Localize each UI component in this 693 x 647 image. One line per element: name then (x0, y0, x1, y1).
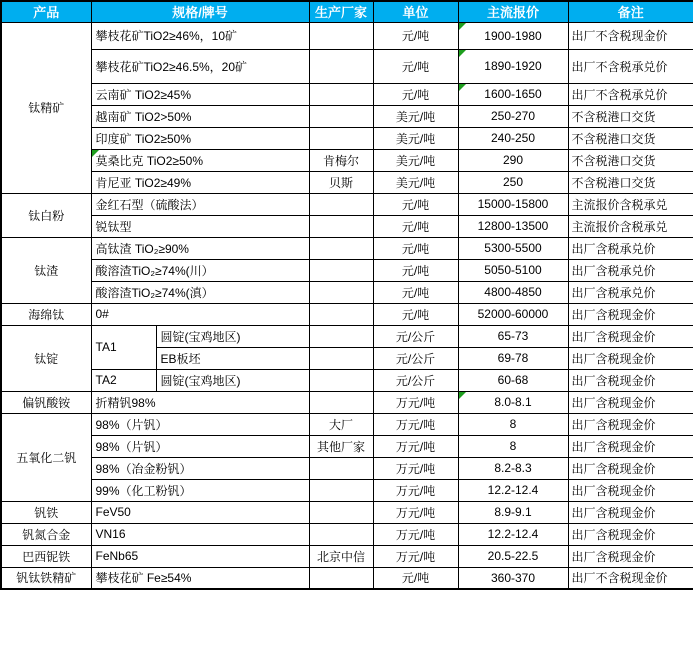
table-row (1, 413, 693, 435)
table-row (1, 523, 693, 545)
table-row (1, 281, 693, 303)
spec-cell: 攀枝花矿TiO2≥46%，10矿 (91, 22, 309, 49)
note-cell: 出厂不含税现金价 (568, 567, 693, 589)
unit-cell: 万元/吨 (373, 435, 458, 457)
table-row (1, 435, 693, 457)
product-cell: 钛锭 (1, 325, 91, 391)
maker-cell (309, 501, 373, 523)
table-row (1, 501, 693, 523)
note-cell: 出厂不含税承兑价 (568, 49, 693, 83)
price-cell: 15000-15800 (458, 193, 568, 215)
spec-cell: 莫桑比克 TiO2≥50% (91, 149, 309, 171)
table-row (1, 303, 693, 325)
table-row (1, 171, 693, 193)
spec-cell: VN16 (91, 523, 309, 545)
table-row (1, 193, 693, 215)
note-cell: 出厂含税承兑价 (568, 237, 693, 259)
note-cell: 出厂含税现金价 (568, 303, 693, 325)
table-row (1, 545, 693, 567)
spec-cell: 圆锭(宝鸡地区) (156, 325, 309, 347)
comment-marker-icon (459, 23, 466, 30)
spec-cell: 98%（片钒） (91, 435, 309, 457)
spec-cell: 酸溶渣TiO₂≥74%(川） (91, 259, 309, 281)
unit-cell: 万元/吨 (373, 501, 458, 523)
note-cell: 出厂含税承兑价 (568, 259, 693, 281)
maker-cell (309, 281, 373, 303)
price-cell: 20.5-22.5 (458, 545, 568, 567)
maker-cell (309, 259, 373, 281)
spec-cell: 肯尼亚 TiO2≥49% (91, 171, 309, 193)
unit-cell: 元/吨 (373, 259, 458, 281)
product-cell: 钛白粉 (1, 193, 91, 237)
comment-marker-icon (459, 50, 466, 57)
grade-cell: TA1 (91, 325, 156, 369)
column-header-product: 产品 (1, 1, 91, 22)
maker-cell (309, 127, 373, 149)
price-cell: 5300-5500 (458, 237, 568, 259)
column-header-unit: 单位 (373, 1, 458, 22)
price-cell: 52000-60000 (458, 303, 568, 325)
table-body (1, 22, 693, 589)
price-cell: 69-78 (458, 347, 568, 369)
price-cell: 8.0-8.1 (458, 391, 568, 413)
column-header-maker: 生产厂家 (309, 1, 373, 22)
note-cell: 出厂含税承兑价 (568, 281, 693, 303)
table-row (1, 49, 693, 83)
product-cell: 钛精矿 (1, 22, 91, 193)
unit-cell: 万元/吨 (373, 457, 458, 479)
price-cell: 4800-4850 (458, 281, 568, 303)
maker-cell (309, 347, 373, 369)
price-cell: 8.2-8.3 (458, 457, 568, 479)
unit-cell: 美元/吨 (373, 127, 458, 149)
price-cell: 12800-13500 (458, 215, 568, 237)
price-cell: 60-68 (458, 369, 568, 391)
unit-cell: 元/公斤 (373, 369, 458, 391)
spec-cell: 98%（片钒） (91, 413, 309, 435)
note-cell: 出厂含税现金价 (568, 347, 693, 369)
spec-cell: 印度矿 TiO2≥50% (91, 127, 309, 149)
maker-cell (309, 391, 373, 413)
grade-cell: TA2 (91, 369, 156, 391)
unit-cell: 元/吨 (373, 303, 458, 325)
table-row (1, 325, 693, 347)
note-cell: 出厂含税现金价 (568, 501, 693, 523)
column-header-price: 主流报价 (458, 1, 568, 22)
note-cell: 主流报价含税承兑 (568, 215, 693, 237)
maker-cell (309, 215, 373, 237)
maker-cell (309, 105, 373, 127)
spec-cell: 越南矿 TiO2>50% (91, 105, 309, 127)
note-cell: 出厂不含税承兑价 (568, 83, 693, 105)
table-header (1, 1, 693, 22)
note-cell: 出厂含税现金价 (568, 457, 693, 479)
spec-cell: 酸溶渣TiO₂≥74%(滇） (91, 281, 309, 303)
product-cell: 海绵钛 (1, 303, 91, 325)
maker-cell (309, 49, 373, 83)
table-row (1, 369, 693, 391)
note-cell: 不含税港口交货 (568, 149, 693, 171)
maker-cell (309, 303, 373, 325)
column-header-spec: 规格/牌号 (91, 1, 309, 22)
table-row (1, 105, 693, 127)
unit-cell: 元/吨 (373, 22, 458, 49)
table-row (1, 567, 693, 589)
unit-cell: 元/吨 (373, 83, 458, 105)
maker-cell (309, 567, 373, 589)
maker-cell (309, 237, 373, 259)
maker-cell (309, 193, 373, 215)
maker-cell (309, 22, 373, 49)
unit-cell: 美元/吨 (373, 171, 458, 193)
maker-cell: 大厂 (309, 413, 373, 435)
spec-cell: 高钛渣 TiO₂≥90% (91, 237, 309, 259)
price-cell: 8.9-9.1 (458, 501, 568, 523)
price-cell: 250 (458, 171, 568, 193)
spec-cell: 攀枝花矿 Fe≥54% (91, 567, 309, 589)
table-row (1, 215, 693, 237)
note-cell: 不含税港口交货 (568, 171, 693, 193)
maker-cell: 其他厂家 (309, 435, 373, 457)
unit-cell: 元/吨 (373, 237, 458, 259)
unit-cell: 万元/吨 (373, 413, 458, 435)
table-row (1, 479, 693, 501)
note-cell: 出厂含税现金价 (568, 479, 693, 501)
price-cell: 240-250 (458, 127, 568, 149)
maker-cell (309, 369, 373, 391)
price-cell: 8 (458, 435, 568, 457)
spec-cell: EB板坯 (156, 347, 309, 369)
unit-cell: 元/公斤 (373, 347, 458, 369)
price-cell: 1890-1920 (458, 49, 568, 83)
spec-cell: 锐钛型 (91, 215, 309, 237)
unit-cell: 元/吨 (373, 281, 458, 303)
maker-cell (309, 523, 373, 545)
unit-cell: 元/吨 (373, 215, 458, 237)
price-cell: 290 (458, 149, 568, 171)
table-row (1, 237, 693, 259)
price-cell: 8 (458, 413, 568, 435)
product-cell: 偏钒酸铵 (1, 391, 91, 413)
note-cell: 出厂含税现金价 (568, 391, 693, 413)
column-header-note: 备注 (568, 1, 693, 22)
comment-marker-icon (459, 84, 466, 91)
header-row (1, 1, 693, 22)
note-cell: 不含税港口交货 (568, 105, 693, 127)
maker-cell (309, 479, 373, 501)
price-cell: 1600-1650 (458, 83, 568, 105)
note-cell: 出厂含税现金价 (568, 545, 693, 567)
unit-cell: 万元/吨 (373, 523, 458, 545)
table-row (1, 457, 693, 479)
product-cell: 巴西铌铁 (1, 545, 91, 567)
note-cell: 出厂含税现金价 (568, 523, 693, 545)
unit-cell: 元/吨 (373, 49, 458, 83)
product-cell: 钒钛铁精矿 (1, 567, 91, 589)
unit-cell: 万元/吨 (373, 479, 458, 501)
note-cell: 出厂含税现金价 (568, 435, 693, 457)
unit-cell: 元/公斤 (373, 325, 458, 347)
maker-cell (309, 83, 373, 105)
price-cell: 250-270 (458, 105, 568, 127)
maker-cell: 北京中信 (309, 545, 373, 567)
unit-cell: 万元/吨 (373, 391, 458, 413)
unit-cell: 美元/吨 (373, 105, 458, 127)
note-cell: 不含税港口交货 (568, 127, 693, 149)
comment-marker-icon (92, 150, 99, 157)
maker-cell (309, 457, 373, 479)
note-cell: 出厂不含税现金价 (568, 22, 693, 49)
price-cell: 5050-5100 (458, 259, 568, 281)
maker-cell: 肯梅尔 (309, 149, 373, 171)
spec-cell: 99%（化工粉钒） (91, 479, 309, 501)
table-row (1, 149, 693, 171)
spec-cell: 攀枝花矿TiO2≥46.5%，20矿 (91, 49, 309, 83)
product-cell: 钒铁 (1, 501, 91, 523)
comment-marker-icon (459, 392, 466, 399)
table-row (1, 22, 693, 49)
table-row (1, 127, 693, 149)
maker-cell: 贝斯 (309, 171, 373, 193)
spec-cell: 金红石型（硫酸法） (91, 193, 309, 215)
unit-cell: 美元/吨 (373, 149, 458, 171)
maker-cell (309, 325, 373, 347)
spec-cell: 折精钒98% (91, 391, 309, 413)
spec-cell: FeNb65 (91, 545, 309, 567)
table-row (1, 391, 693, 413)
note-cell: 出厂含税现金价 (568, 369, 693, 391)
price-cell: 360-370 (458, 567, 568, 589)
note-cell: 主流报价含税承兑 (568, 193, 693, 215)
product-cell: 五氧化二钒 (1, 413, 91, 501)
spec-cell: 圆锭(宝鸡地区) (156, 369, 309, 391)
spec-cell: 0# (91, 303, 309, 325)
product-cell: 钛渣 (1, 237, 91, 303)
note-cell: 出厂含税现金价 (568, 325, 693, 347)
price-cell: 65-73 (458, 325, 568, 347)
unit-cell: 元/吨 (373, 193, 458, 215)
spec-cell: FeV50 (91, 501, 309, 523)
price-cell: 1900-1980 (458, 22, 568, 49)
product-cell: 钒氮合金 (1, 523, 91, 545)
unit-cell: 元/吨 (373, 567, 458, 589)
table-row (1, 259, 693, 281)
spec-cell: 云南矿 TiO2≥45% (91, 83, 309, 105)
table-row (1, 83, 693, 105)
spec-cell: 98%（冶金粉钒） (91, 457, 309, 479)
unit-cell: 万元/吨 (373, 545, 458, 567)
note-cell: 出厂含税现金价 (568, 413, 693, 435)
price-cell: 12.2-12.4 (458, 479, 568, 501)
price-cell: 12.2-12.4 (458, 523, 568, 545)
